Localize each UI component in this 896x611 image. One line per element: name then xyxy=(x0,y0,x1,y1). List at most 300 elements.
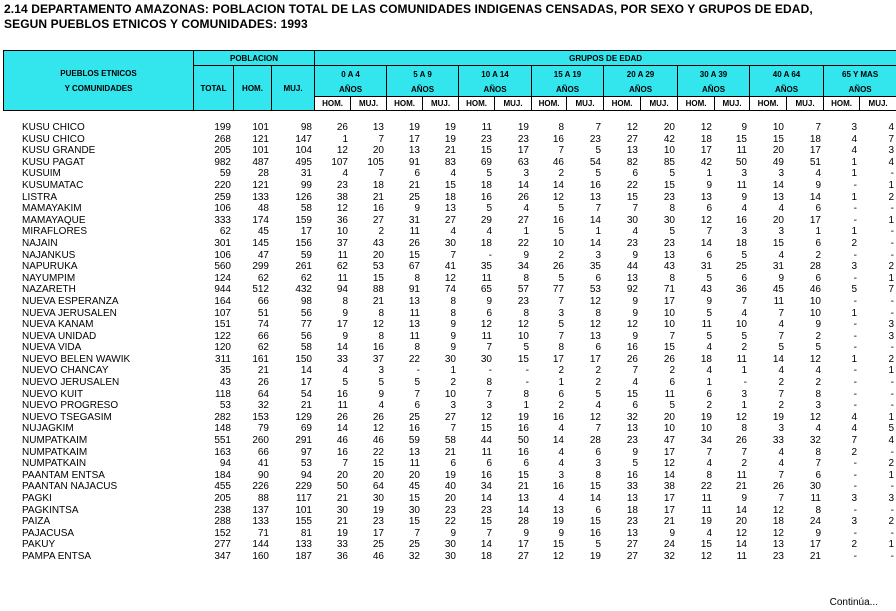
table-cell: 22 xyxy=(626,179,638,191)
table-cell: 5 xyxy=(595,145,601,157)
table-cell: 5 xyxy=(558,319,564,331)
community-name: NUEVO CHANCAY xyxy=(22,365,109,377)
table-cell: 12 xyxy=(589,295,601,307)
table-cell: 64 xyxy=(257,388,269,400)
table-cell: 4 xyxy=(486,226,492,238)
table-cell: 21 xyxy=(444,446,456,458)
table-cell: 311 xyxy=(215,353,231,365)
table-cell: 19 xyxy=(700,516,712,528)
community-name: NAJANKUS xyxy=(22,249,76,261)
table-cell: 13 xyxy=(589,330,601,342)
table-cell: 13 xyxy=(408,145,420,157)
table-cell: 66 xyxy=(257,295,269,307)
table-cell: 8 xyxy=(669,203,675,215)
table-cell: 20 xyxy=(372,249,384,261)
table-cell: 7 xyxy=(815,458,821,470)
table-cell: 5 xyxy=(669,400,675,412)
table-cell: 48 xyxy=(257,203,269,215)
table-cell: - xyxy=(853,527,857,539)
table-cell: 11 xyxy=(409,330,420,342)
table-cell: 7 xyxy=(378,133,384,145)
table-cell: 5 xyxy=(632,458,638,470)
anos-label: AÑOS xyxy=(824,84,896,97)
table-cell: 23 xyxy=(480,504,492,516)
table-row xyxy=(3,505,896,517)
table-cell: 21 xyxy=(257,365,269,377)
table-cell: 2 xyxy=(595,377,601,389)
continua-label: Continúa... xyxy=(829,597,878,608)
table-cell: 3 xyxy=(558,469,564,481)
table-cell: 59 xyxy=(408,435,420,447)
table-cell: 333 xyxy=(214,214,231,226)
table-cell: - xyxy=(488,249,492,261)
table-cell: 1 xyxy=(851,353,857,365)
table-cell: - xyxy=(525,365,529,377)
table-cell: 3 xyxy=(888,330,894,342)
table-cell: 12 xyxy=(626,319,638,331)
table-cell: 137 xyxy=(252,504,269,516)
table-cell: 9 xyxy=(741,493,747,504)
table-cell: 21 xyxy=(735,481,747,493)
table-cell: 1 xyxy=(523,226,529,238)
table-cell: 1 xyxy=(888,179,894,191)
table-cell: 12 xyxy=(700,122,712,133)
table-cell: 9 xyxy=(486,295,492,307)
table-cell: 19 xyxy=(517,122,529,133)
table-cell: 14 xyxy=(772,353,784,365)
table-cell: 551 xyxy=(214,435,231,447)
table-cell: 11 xyxy=(337,400,348,412)
table-cell: 7 xyxy=(778,469,784,481)
community-name: KUSU CHICO xyxy=(22,133,85,145)
table-cell: 1 xyxy=(888,411,894,423)
table-cell: 5 xyxy=(888,423,894,435)
table-cell: 16 xyxy=(408,423,420,435)
table-cell: 11 xyxy=(736,353,747,365)
table-cell: 14 xyxy=(589,493,601,504)
table-cell: 16 xyxy=(626,342,638,354)
table-cell: 17 xyxy=(300,377,312,389)
table-cell: 4 xyxy=(558,493,564,504)
table-cell: 9 xyxy=(815,319,821,331)
table-cell: 21 xyxy=(372,191,384,203)
table-cell: 11 xyxy=(701,493,712,504)
table-cell: 4 xyxy=(558,423,564,435)
table-cell: 13 xyxy=(408,319,420,331)
table-cell: 34 xyxy=(700,435,712,447)
table-row xyxy=(3,308,896,320)
table-cell: - xyxy=(743,377,747,389)
table-cell: 23 xyxy=(517,295,529,307)
table-cell: 46 xyxy=(809,284,821,296)
community-name: NUEVA JERUSALEN xyxy=(22,307,117,319)
table-cell: 8 xyxy=(741,423,747,435)
table-cell: 16 xyxy=(552,411,564,423)
table-cell: 30 xyxy=(480,353,492,365)
community-name: NAZARETH xyxy=(22,284,76,296)
community-name: KUSUIM xyxy=(22,168,61,180)
table-cell: 2 xyxy=(778,400,784,412)
table-cell: - xyxy=(890,203,894,215)
table-cell: 17 xyxy=(663,446,675,458)
table-cell: 10 xyxy=(552,237,564,249)
table-cell: 16 xyxy=(517,446,529,458)
table-cell: 5 xyxy=(815,342,821,354)
table-cell: 15 xyxy=(663,342,675,354)
table-cell: 42 xyxy=(700,156,712,168)
table-cell: 187 xyxy=(295,550,312,562)
table-cell: 7 xyxy=(558,145,564,157)
table-cell: 2 xyxy=(669,365,675,377)
table-cell: 2 xyxy=(815,377,821,389)
table-cell: 2 xyxy=(741,342,747,354)
table-cell: 487 xyxy=(252,156,269,168)
table-cell: 4 xyxy=(851,423,857,435)
table-cell: 15 xyxy=(480,423,492,435)
table-cell: 14 xyxy=(336,423,348,435)
table-cell: 7 xyxy=(778,307,784,319)
table-cell: 5 xyxy=(706,307,712,319)
table-cell: 77 xyxy=(300,319,312,331)
table-cell: 13 xyxy=(626,272,638,284)
table-cell: 50 xyxy=(517,435,529,447)
table-cell: 4 xyxy=(706,527,712,539)
table-cell: 982 xyxy=(214,156,231,168)
table-cell: 7 xyxy=(706,226,712,238)
table-cell: 4 xyxy=(778,446,784,458)
table-cell: 14 xyxy=(336,342,348,354)
table-cell: 43 xyxy=(219,377,231,389)
table-cell: 7 xyxy=(450,423,456,435)
table-cell: 31 xyxy=(300,168,312,180)
table-cell: 268 xyxy=(214,133,231,145)
table-cell: 26 xyxy=(372,411,384,423)
table-cell: 11 xyxy=(664,388,675,400)
table-cell: 9 xyxy=(450,342,456,354)
table-cell: 6 xyxy=(706,203,712,215)
community-name: LISTRA xyxy=(22,191,58,203)
table-cell: 7 xyxy=(778,330,784,342)
table-cell: 94 xyxy=(219,458,231,470)
table-cell: 30 xyxy=(663,214,675,226)
table-cell: 15 xyxy=(517,353,529,365)
table-cell: 30 xyxy=(809,481,821,493)
table-cell: 9 xyxy=(778,272,784,284)
table-cell: 9 xyxy=(558,527,564,539)
table-cell: 12 xyxy=(809,353,821,365)
table-cell: 15 xyxy=(408,493,420,504)
community-name: KUSU CHICO xyxy=(22,122,85,133)
table-cell: 5 xyxy=(558,203,564,215)
table-cell: 10 xyxy=(700,423,712,435)
table-cell: 31 xyxy=(772,261,784,273)
table-cell: 1 xyxy=(706,168,712,180)
table-cell: 27 xyxy=(626,550,638,562)
table-cell: 19 xyxy=(589,550,601,562)
table-cell: 21 xyxy=(663,516,675,528)
table-cell: 105 xyxy=(367,156,384,168)
table-row xyxy=(3,412,896,424)
table-cell: 15 xyxy=(589,516,601,528)
table-row xyxy=(3,122,896,134)
table-cell: 30 xyxy=(444,539,456,551)
table-cell: 12 xyxy=(626,122,638,133)
table-cell: 282 xyxy=(214,411,231,423)
table-cell: 42 xyxy=(663,133,675,145)
table-cell: 7 xyxy=(378,168,384,180)
table-cell: 22 xyxy=(517,237,529,249)
table-cell: 156 xyxy=(295,237,312,249)
table-cell: 21 xyxy=(408,179,420,191)
table-cell: 26 xyxy=(408,237,420,249)
community-name: NUMPATKAIN xyxy=(22,458,87,470)
table-cell: 12 xyxy=(336,203,348,215)
table-cell: 27 xyxy=(626,133,638,145)
table-cell: 2 xyxy=(851,446,857,458)
table-cell: 4 xyxy=(523,203,529,215)
table-cell: 21 xyxy=(372,295,384,307)
table-cell: 101 xyxy=(252,145,269,157)
table-cell: 4 xyxy=(778,249,784,261)
table-cell: 1 xyxy=(851,156,857,168)
table-cell: 32 xyxy=(257,400,269,412)
table-cell: 17 xyxy=(408,133,420,145)
sex-subheader: MUJ. xyxy=(495,97,532,111)
table-cell: 17 xyxy=(809,539,821,551)
table-cell: 23 xyxy=(772,550,784,562)
table-cell: 26 xyxy=(517,191,529,203)
table-cell: 5 xyxy=(706,330,712,342)
table-cell: 6 xyxy=(706,249,712,261)
table-cell: 2 xyxy=(558,400,564,412)
table-cell: 7 xyxy=(888,284,894,296)
table-cell: 4 xyxy=(778,365,784,377)
table-cell: 20 xyxy=(444,493,456,504)
sex-subheader: MUJ. xyxy=(715,97,750,111)
table-cell: 35 xyxy=(219,365,231,377)
table-cell: 8 xyxy=(450,295,456,307)
table-cell: - xyxy=(890,481,894,493)
table-cell: - xyxy=(853,550,857,562)
table-cell: 53 xyxy=(372,261,384,273)
table-cell: 12 xyxy=(735,411,747,423)
anos-label: AÑOS xyxy=(387,84,459,97)
table-cell: 15 xyxy=(480,145,492,157)
table-cell: 7 xyxy=(595,423,601,435)
table-cell: 12 xyxy=(336,145,348,157)
table-row xyxy=(3,157,896,169)
table-cell: 205 xyxy=(214,145,231,157)
table-cell: 32 xyxy=(663,550,675,562)
table-cell: 7 xyxy=(632,203,638,215)
table-cell: 16 xyxy=(336,388,348,400)
table-row xyxy=(3,400,896,412)
table-cell: 3 xyxy=(815,400,821,412)
table-cell: 10 xyxy=(772,122,784,133)
sex-subheader: MUJ. xyxy=(860,97,896,111)
age-group-header: 65 Y MAS xyxy=(824,66,896,84)
community-name: KUSU PAGAT xyxy=(22,156,85,168)
table-cell: 4 xyxy=(706,458,712,470)
table-cell: 7 xyxy=(778,493,784,504)
table-row xyxy=(3,435,896,447)
table-row xyxy=(3,284,896,296)
table-cell: 23 xyxy=(663,191,675,203)
table-cell: - xyxy=(853,469,857,481)
table-cell: 23 xyxy=(480,133,492,145)
table-cell: 12 xyxy=(517,319,529,331)
table-cell: 20 xyxy=(663,122,675,133)
table-cell: - xyxy=(890,307,894,319)
table-row xyxy=(3,447,896,459)
table-cell: 43 xyxy=(372,237,384,249)
table-cell: 455 xyxy=(214,481,231,493)
table-cell: 3 xyxy=(888,145,894,157)
grupos-header: GRUPOS DE EDAD xyxy=(315,51,896,66)
table-cell: 21 xyxy=(336,493,348,504)
table-cell: 2 xyxy=(888,353,894,365)
table-cell: 47 xyxy=(663,435,675,447)
table-cell: 260 xyxy=(252,435,269,447)
table-cell: 94 xyxy=(336,284,348,296)
table-row xyxy=(3,203,896,215)
table-cell: 35 xyxy=(480,261,492,273)
table-row xyxy=(3,377,896,389)
table-cell: 13 xyxy=(589,191,601,203)
table-cell: 2 xyxy=(851,237,857,249)
table-cell: - xyxy=(853,203,857,215)
table-cell: 1 xyxy=(558,377,564,389)
community-name: NUEVO PROGRESO xyxy=(22,400,119,412)
table-cell: 62 xyxy=(336,261,348,273)
table-cell: 10 xyxy=(517,330,529,342)
table-cell: 16 xyxy=(589,527,601,539)
table-cell: 9 xyxy=(632,330,638,342)
table-cell: 4 xyxy=(450,168,456,180)
table-cell: 12 xyxy=(663,458,675,470)
table-cell: 1 xyxy=(888,469,894,481)
community-name: PAKUY xyxy=(22,539,56,551)
table-cell: 27 xyxy=(626,539,638,551)
table-cell: 20 xyxy=(372,145,384,157)
table-cell: 9 xyxy=(632,446,638,458)
table-cell: 1 xyxy=(888,272,894,284)
community-name: PAJACUSA xyxy=(22,527,75,539)
table-cell: 16 xyxy=(517,423,529,435)
table-cell: 47 xyxy=(257,249,269,261)
table-cell: 7 xyxy=(815,122,821,133)
table-cell: 91 xyxy=(408,284,420,296)
table-cell: 104 xyxy=(295,145,312,157)
table-cell: 8 xyxy=(523,272,529,284)
table-cell: 11 xyxy=(736,179,747,191)
table-cell: 9 xyxy=(632,249,638,261)
anos-label: AÑOS xyxy=(315,84,387,97)
table-cell: 11 xyxy=(736,550,747,562)
table-cell: 5 xyxy=(669,168,675,180)
table-cell: 7 xyxy=(706,446,712,458)
table-cell: 14 xyxy=(700,237,712,249)
table-row xyxy=(3,342,896,354)
table-cell: 7 xyxy=(486,342,492,354)
table-row xyxy=(3,458,896,470)
table-cell: - xyxy=(853,319,857,331)
table-cell: 7 xyxy=(450,249,456,261)
table-cell: 9 xyxy=(342,330,348,342)
table-row xyxy=(3,134,896,146)
table-cell: 4 xyxy=(450,226,456,238)
table-row xyxy=(3,226,896,238)
table-cell: 7 xyxy=(851,435,857,447)
table-cell: 13 xyxy=(626,527,638,539)
community-name: NUEVA UNIDAD xyxy=(22,330,97,342)
table-cell: 66 xyxy=(257,330,269,342)
table-cell: 7 xyxy=(632,365,638,377)
table-cell: 50 xyxy=(336,481,348,493)
table-cell: 20 xyxy=(372,469,384,481)
table-cell: 58 xyxy=(300,203,312,215)
table-cell: 1 xyxy=(851,226,857,238)
community-name: NUEVO TSEGASIM xyxy=(22,411,112,423)
table-cell: 14 xyxy=(663,469,675,481)
table-cell: 26 xyxy=(257,377,269,389)
table-cell: 5 xyxy=(523,342,529,354)
table-cell: 2 xyxy=(558,168,564,180)
table-cell: 9 xyxy=(706,295,712,307)
table-cell: 5 xyxy=(741,249,747,261)
table-cell: 31 xyxy=(408,214,420,226)
table-cell: 291 xyxy=(295,435,312,447)
table-cell: - xyxy=(890,226,894,238)
table-cell: 301 xyxy=(214,237,231,249)
table-cell: - xyxy=(853,272,857,284)
table-cell: 50 xyxy=(735,156,747,168)
table-cell: 13 xyxy=(663,249,675,261)
table-cell: 6 xyxy=(595,446,601,458)
table-cell: 6 xyxy=(414,400,420,412)
table-row xyxy=(3,493,896,505)
table-row xyxy=(3,528,896,540)
table-cell: 17 xyxy=(300,226,312,238)
table-cell: 6 xyxy=(815,469,821,481)
sex-subheader: MUJ. xyxy=(423,97,459,111)
table-cell: 34 xyxy=(480,481,492,493)
table-cell: 160 xyxy=(252,550,269,562)
table-cell: 8 xyxy=(558,122,564,133)
table-cell: 19 xyxy=(517,411,529,423)
table-cell: 14 xyxy=(809,191,821,203)
table-cell: 4 xyxy=(558,458,564,470)
table-cell: 38 xyxy=(663,481,675,493)
community-name: PAIZA xyxy=(22,516,51,528)
table-row xyxy=(3,551,896,563)
table-cell: 12 xyxy=(772,527,784,539)
table-cell: 33 xyxy=(772,435,784,447)
table-cell: 6 xyxy=(741,272,747,284)
table-cell: 13 xyxy=(408,446,420,458)
table-cell: 18 xyxy=(372,179,384,191)
table-cell: 8 xyxy=(523,388,529,400)
table-cell: 26 xyxy=(735,435,747,447)
table-cell: 15 xyxy=(626,191,638,203)
table-cell: 17 xyxy=(517,145,529,157)
table-cell: 17 xyxy=(663,295,675,307)
table-cell: 14 xyxy=(735,504,747,516)
table-cell: 10 xyxy=(735,319,747,331)
table-cell: 15 xyxy=(372,272,384,284)
table-cell: 11 xyxy=(701,504,712,516)
anos-label: AÑOS xyxy=(750,84,824,97)
